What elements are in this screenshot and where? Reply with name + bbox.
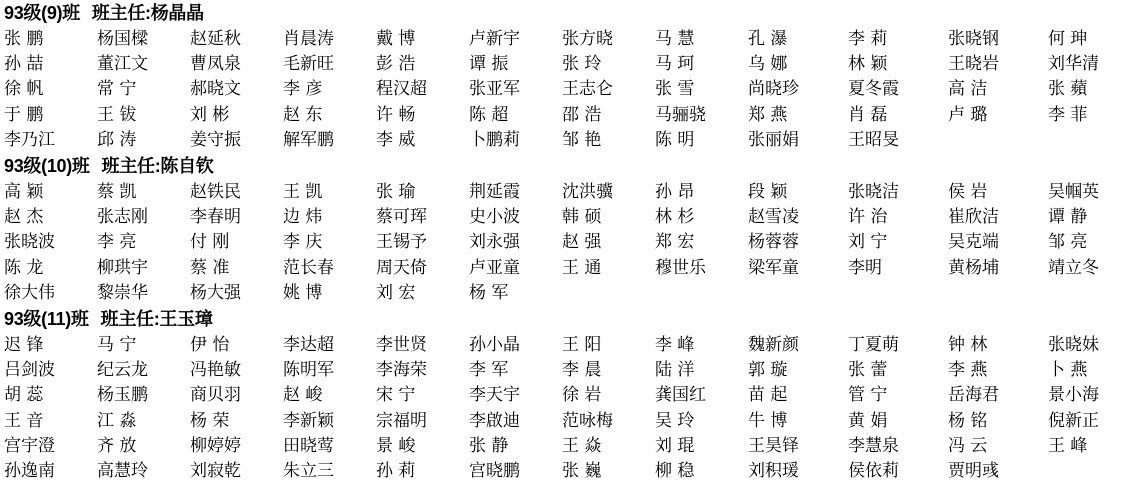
student-name: 黄 娟: [848, 410, 888, 431]
student-name: 冯艳敏: [190, 360, 241, 381]
name-row: [4, 383, 1120, 408]
student-name: 卜 燕: [1048, 360, 1088, 381]
student-name: 穆世乐: [655, 257, 706, 278]
name-row: [4, 52, 1120, 77]
name-row: [4, 77, 1120, 102]
student-name: 刘寂乾: [190, 460, 241, 481]
student-name: 吴克端: [948, 232, 999, 253]
student-name: 李春明: [190, 207, 241, 228]
student-name: 赵铁民: [190, 182, 241, 203]
student-name: 王 通: [562, 257, 602, 278]
student-name: 张 蕾: [848, 360, 888, 381]
student-name: 景 峻: [376, 435, 416, 456]
student-name: 邹 亮: [1048, 232, 1088, 253]
student-name: 李 庆: [283, 232, 323, 253]
student-name: 刘积瑗: [748, 460, 799, 481]
class-roster-document: [4, 0, 1120, 493]
student-name: 李乃江: [4, 129, 55, 150]
student-name: 靖立冬: [1048, 257, 1099, 278]
student-name: 杨 铭: [948, 410, 988, 431]
student-name: 赵 峻: [283, 385, 323, 406]
student-name: 姜守振: [190, 129, 241, 150]
student-name: 张晓钢: [948, 29, 999, 50]
student-name: 张 蘋: [1048, 79, 1088, 100]
student-name: 黎崇华: [97, 282, 148, 303]
student-name: 许 畅: [376, 104, 416, 125]
student-name: 姚 博: [283, 282, 323, 303]
student-name: 陈 明: [655, 129, 695, 150]
student-name: 宫晓鹏: [469, 460, 520, 481]
student-name: 杨 军: [469, 282, 509, 303]
student-name: 刘 宁: [848, 232, 888, 253]
student-name: 吕剑波: [4, 360, 55, 381]
teacher-label: 班主任:王玉璋: [100, 308, 213, 329]
student-name: 乌 娜: [748, 54, 788, 75]
name-row: [4, 281, 1120, 306]
student-name: 李 峰: [655, 334, 695, 355]
student-name: 李达超: [283, 334, 334, 355]
student-name: 赵 杰: [4, 207, 44, 228]
student-name: 陈 超: [469, 104, 509, 125]
student-name: 纪云龙: [97, 360, 148, 381]
student-name: 徐大伟: [4, 282, 55, 303]
student-name: 景小海: [1048, 385, 1099, 406]
student-name: 范长春: [283, 257, 334, 278]
student-name: 孙 喆: [4, 54, 44, 75]
student-name: 刘永强: [469, 232, 520, 253]
student-name: 徐 帆: [4, 79, 44, 100]
student-name: 王志仑: [562, 79, 613, 100]
class-section: [4, 0, 1120, 153]
student-name: 杨国樑: [97, 29, 148, 50]
student-name: 杨 荣: [190, 410, 230, 431]
student-name: 吴帼英: [1048, 182, 1099, 203]
student-name: 王昭旻: [848, 129, 899, 150]
student-name: 迟 锋: [4, 334, 44, 355]
student-name: 范咏梅: [562, 410, 613, 431]
student-name: 边 炜: [283, 207, 323, 228]
student-name: 卢新宇: [469, 29, 520, 50]
student-name: 肖 磊: [848, 104, 888, 125]
student-name: 苗 起: [748, 385, 788, 406]
student-name: 张亚军: [469, 79, 520, 100]
student-name: 程汉超: [376, 79, 427, 100]
student-name: 卜鹏莉: [469, 129, 520, 150]
student-name: 丁夏萌: [848, 334, 899, 355]
student-name: 孙 莉: [376, 460, 416, 481]
student-name: 刘 彬: [190, 104, 230, 125]
student-name: 戴 博: [376, 29, 416, 50]
student-name: 蔡可珲: [376, 207, 427, 228]
top-edge-mask: [0, 0, 1123, 3]
student-name: 周天倚: [376, 257, 427, 278]
student-name: 侯依莉: [848, 460, 899, 481]
student-name: 林 颖: [848, 54, 888, 75]
student-name: 王 音: [4, 410, 44, 431]
name-row: [4, 256, 1120, 281]
student-name: 陆 洋: [655, 360, 695, 381]
name-row: [4, 408, 1120, 433]
student-name: 管 宁: [848, 385, 888, 406]
student-name: 沈洪骥: [562, 182, 613, 203]
student-name: 陈 龙: [4, 257, 44, 278]
student-name: 卢 璐: [948, 104, 988, 125]
teacher-label: 班主任:杨晶晶: [91, 3, 204, 23]
student-name: 赵 东: [283, 104, 323, 125]
student-name: 李 晨: [562, 360, 602, 381]
student-name: 张晓妹: [1048, 334, 1099, 355]
class-header: [4, 153, 1120, 180]
student-name: 李 亮: [97, 232, 137, 253]
student-name: 孔 瀑: [748, 29, 788, 50]
student-name: 孙 昂: [655, 182, 695, 203]
student-name: 杨大强: [190, 282, 241, 303]
student-name: 卢亚童: [469, 257, 520, 278]
student-name: 李 彦: [283, 79, 323, 100]
student-name: 王 阳: [562, 334, 602, 355]
student-name: 梁军童: [748, 257, 799, 278]
student-name: 崔欣洁: [948, 207, 999, 228]
student-name: 王 钹: [97, 104, 137, 125]
student-name: 王 凯: [283, 182, 323, 203]
name-row: [4, 128, 1120, 153]
student-name: 马骊骁: [655, 104, 706, 125]
student-name: 郭 璇: [748, 360, 788, 381]
student-name: 宗福明: [376, 410, 427, 431]
student-name: 齐 放: [97, 435, 137, 456]
student-name: 林 杉: [655, 207, 695, 228]
student-name: 牛 博: [748, 410, 788, 431]
name-row: [4, 205, 1120, 230]
student-name: 张丽娟: [748, 129, 799, 150]
student-name: 张志刚: [97, 207, 148, 228]
name-row: [4, 358, 1120, 383]
name-row: [4, 434, 1120, 459]
student-name: 刘 宏: [376, 282, 416, 303]
student-name: 贾明彧: [948, 460, 999, 481]
student-name: 黄杨埔: [948, 257, 999, 278]
student-name: 张 玲: [562, 54, 602, 75]
name-row: [4, 27, 1120, 52]
student-name: 柳珙宇: [97, 257, 148, 278]
student-name: 高 洁: [948, 79, 988, 100]
student-name: 李新颖: [283, 410, 334, 431]
student-name: 张 鹏: [4, 29, 44, 50]
student-name: 郑 宏: [655, 232, 695, 253]
student-name: 谭 静: [1048, 207, 1088, 228]
student-name: 侯 岩: [948, 182, 988, 203]
class-header: [4, 0, 1120, 27]
student-name: 吴 玲: [655, 410, 695, 431]
student-name: 张晓洁: [848, 182, 899, 203]
student-name: 倪新正: [1048, 410, 1099, 431]
student-name: 王 峰: [1048, 435, 1088, 456]
student-name: 魏新颜: [748, 334, 799, 355]
student-name: 张晓波: [4, 232, 55, 253]
student-name: 商贝羽: [190, 385, 241, 406]
student-name: 张 瑜: [376, 182, 416, 203]
student-name: 付 刚: [190, 232, 230, 253]
student-name: 李慧泉: [848, 435, 899, 456]
student-name: 郝晓文: [190, 79, 241, 100]
student-name: 刘华清: [1048, 54, 1099, 75]
student-name: 荆延霞: [469, 182, 520, 203]
student-name: 柳婷婷: [190, 435, 241, 456]
student-name: 王锡予: [376, 232, 427, 253]
student-name: 夏冬霞: [848, 79, 899, 100]
class-header: [4, 306, 1120, 333]
student-name: 马 珂: [655, 54, 695, 75]
student-name: 柳 稳: [655, 460, 695, 481]
student-name: 郑 燕: [748, 104, 788, 125]
class-label: 93级(11)班: [4, 308, 89, 329]
student-name: 肖晨涛: [283, 29, 334, 50]
student-name: 毛新旺: [283, 54, 334, 75]
student-name: 许 治: [848, 207, 888, 228]
student-name: 陈明军: [283, 360, 334, 381]
class-label: 93级(10)班: [4, 155, 90, 176]
student-name: 李 燕: [948, 360, 988, 381]
student-name: 伊 怡: [190, 334, 230, 355]
student-name: 李明: [848, 257, 882, 278]
student-name: 王昊铎: [748, 435, 799, 456]
student-name: 史小波: [469, 207, 520, 228]
student-name: 岳海君: [948, 385, 999, 406]
student-name: 杨蓉蓉: [748, 232, 799, 253]
student-name: 韩 硕: [562, 207, 602, 228]
student-name: 孙逸南: [4, 460, 55, 481]
student-name: 徐 岩: [562, 385, 602, 406]
student-name: 王 焱: [562, 435, 602, 456]
student-name: 高慧玲: [97, 460, 148, 481]
student-name: 李世贤: [376, 334, 427, 355]
student-name: 高 颖: [4, 182, 44, 203]
student-name: 段 颖: [748, 182, 788, 203]
student-name: 胡 蕊: [4, 385, 44, 406]
student-name: 张方晓: [562, 29, 613, 50]
student-name: 邵 浩: [562, 104, 602, 125]
student-name: 龚国红: [655, 385, 706, 406]
student-name: 常 宁: [97, 79, 137, 100]
student-name: 李 威: [376, 129, 416, 150]
student-name: 朱立三: [283, 460, 334, 481]
student-name: 宫宇澄: [4, 435, 55, 456]
student-name: 于 鹏: [4, 104, 44, 125]
student-name: 刘 琨: [655, 435, 695, 456]
student-name: 赵雪凌: [748, 207, 799, 228]
student-name: 张 静: [469, 435, 509, 456]
student-name: 蔡 准: [190, 257, 230, 278]
student-name: 李天宇: [469, 385, 520, 406]
student-name: 李海荣: [376, 360, 427, 381]
student-name: 邱 涛: [97, 129, 137, 150]
student-name: 杨玉鹏: [97, 385, 148, 406]
student-name: 钟 林: [948, 334, 988, 355]
student-name: 董江文: [97, 54, 148, 75]
class-label: 93级(9)班: [4, 3, 80, 23]
student-name: 解军鹏: [283, 129, 334, 150]
student-name: 蔡 凯: [97, 182, 137, 203]
student-name: 彭 浩: [376, 54, 416, 75]
student-name: 江 淼: [97, 410, 137, 431]
student-name: 宋 宁: [376, 385, 416, 406]
student-name: 马 慧: [655, 29, 695, 50]
name-row: [4, 459, 1120, 484]
student-name: 赵延秋: [190, 29, 241, 50]
student-name: 李啟迪: [469, 410, 520, 431]
student-name: 冯 云: [948, 435, 988, 456]
student-name: 田晓莺: [283, 435, 334, 456]
student-name: 张 巍: [562, 460, 602, 481]
student-name: 何 珅: [1048, 29, 1088, 50]
student-name: 邹 艳: [562, 129, 602, 150]
name-row: [4, 333, 1120, 358]
student-name: 赵 强: [562, 232, 602, 253]
student-name: 李 莉: [848, 29, 888, 50]
class-section: [4, 153, 1120, 306]
name-row: [4, 103, 1120, 128]
student-name: 尚晓珍: [748, 79, 799, 100]
student-name: 张 雪: [655, 79, 695, 100]
student-name: 曹凤泉: [190, 54, 241, 75]
teacher-label: 班主任:陈自钦: [101, 155, 214, 176]
student-name: 李 军: [469, 360, 509, 381]
student-name: 王晓岩: [948, 54, 999, 75]
name-row: [4, 180, 1120, 205]
student-name: 谭 振: [469, 54, 509, 75]
name-row: [4, 230, 1120, 255]
student-name: 马 宁: [97, 334, 137, 355]
student-name: 孙小晶: [469, 334, 520, 355]
class-section: [4, 306, 1120, 484]
student-name: 李 菲: [1048, 104, 1088, 125]
